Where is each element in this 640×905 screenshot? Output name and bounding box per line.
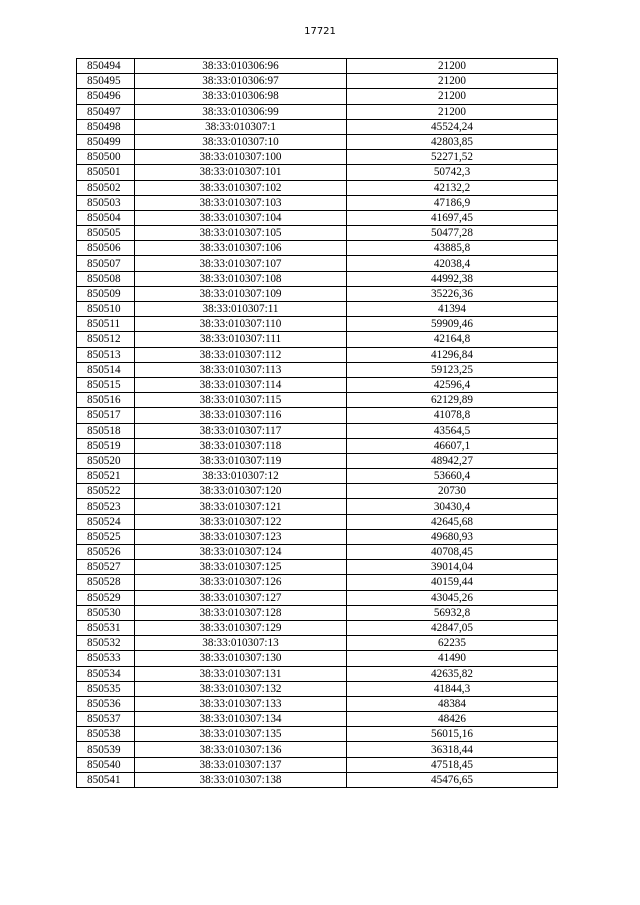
table-row <box>77 666 558 681</box>
cadastral-number-cell: 38:33:010307:12 <box>135 469 347 484</box>
value-cell: 46607,1 <box>347 438 558 453</box>
value-cell: 43045,26 <box>347 590 558 605</box>
table-body <box>77 59 558 788</box>
row-number-cell: 850516 <box>77 393 135 408</box>
table-row <box>77 712 558 727</box>
value-cell: 42596,4 <box>347 377 558 392</box>
value-cell: 42847,05 <box>347 620 558 635</box>
row-number-cell: 850519 <box>77 438 135 453</box>
value-cell: 42803,85 <box>347 134 558 149</box>
cadastral-number-cell: 38:33:010306:96 <box>135 59 347 74</box>
table-row <box>77 195 558 210</box>
table-row <box>77 423 558 438</box>
cadastral-number-cell: 38:33:010307:125 <box>135 560 347 575</box>
table-row <box>77 529 558 544</box>
row-number-cell: 850534 <box>77 666 135 681</box>
cadastral-number-cell: 38:33:010307:114 <box>135 377 347 392</box>
cadastral-number-cell: 38:33:010307:134 <box>135 712 347 727</box>
cadastral-number-cell: 38:33:010307:115 <box>135 393 347 408</box>
table-row <box>77 575 558 590</box>
row-number-cell: 850513 <box>77 347 135 362</box>
value-cell: 43564,5 <box>347 423 558 438</box>
table-row <box>77 696 558 711</box>
row-number-cell: 850541 <box>77 772 135 787</box>
row-number-cell: 850518 <box>77 423 135 438</box>
cadastral-number-cell: 38:33:010307:112 <box>135 347 347 362</box>
row-number-cell: 850502 <box>77 180 135 195</box>
row-number-cell: 850536 <box>77 696 135 711</box>
cadastral-number-cell: 38:33:010307:101 <box>135 165 347 180</box>
cadastral-number-cell: 38:33:010307:132 <box>135 681 347 696</box>
row-number-cell: 850509 <box>77 286 135 301</box>
table-row <box>77 560 558 575</box>
table-row <box>77 347 558 362</box>
value-cell: 35226,36 <box>347 286 558 301</box>
row-number-cell: 850523 <box>77 499 135 514</box>
table-row <box>77 89 558 104</box>
row-number-cell: 850512 <box>77 332 135 347</box>
value-cell: 41296,84 <box>347 347 558 362</box>
cadastral-number-cell: 38:33:010307:113 <box>135 362 347 377</box>
cadastral-number-cell: 38:33:010307:104 <box>135 210 347 225</box>
cadastral-number-cell: 38:33:010307:117 <box>135 423 347 438</box>
value-cell: 53660,4 <box>347 469 558 484</box>
row-number-cell: 850532 <box>77 636 135 651</box>
table-row <box>77 469 558 484</box>
cadastral-number-cell: 38:33:010307:120 <box>135 484 347 499</box>
value-cell: 21200 <box>347 74 558 89</box>
table-row <box>77 332 558 347</box>
value-cell: 56015,16 <box>347 727 558 742</box>
row-number-cell: 850527 <box>77 560 135 575</box>
table-row <box>77 226 558 241</box>
table-row <box>77 757 558 772</box>
row-number-cell: 850538 <box>77 727 135 742</box>
value-cell: 21200 <box>347 59 558 74</box>
table-row <box>77 362 558 377</box>
row-number-cell: 850500 <box>77 150 135 165</box>
cadastral-number-cell: 38:33:010307:129 <box>135 620 347 635</box>
value-cell: 41697,45 <box>347 210 558 225</box>
cadastral-number-cell: 38:33:010307:131 <box>135 666 347 681</box>
row-number-cell: 850529 <box>77 590 135 605</box>
table-row <box>77 484 558 499</box>
value-cell: 44992,38 <box>347 271 558 286</box>
row-number-cell: 850510 <box>77 302 135 317</box>
value-cell: 20730 <box>347 484 558 499</box>
value-cell: 42635,82 <box>347 666 558 681</box>
value-cell: 45524,24 <box>347 119 558 134</box>
cadastral-number-cell: 38:33:010307:11 <box>135 302 347 317</box>
table-row <box>77 119 558 134</box>
value-cell: 50477,28 <box>347 226 558 241</box>
row-number-cell: 850539 <box>77 742 135 757</box>
row-number-cell: 850522 <box>77 484 135 499</box>
cadastral-number-cell: 38:33:010307:111 <box>135 332 347 347</box>
value-cell: 48942,27 <box>347 453 558 468</box>
row-number-cell: 850525 <box>77 529 135 544</box>
value-cell: 40708,45 <box>347 545 558 560</box>
value-cell: 40159,44 <box>347 575 558 590</box>
row-number-cell: 850520 <box>77 453 135 468</box>
table-row <box>77 636 558 651</box>
value-cell: 48426 <box>347 712 558 727</box>
value-cell: 45476,65 <box>347 772 558 787</box>
cadastral-number-cell: 38:33:010307:118 <box>135 438 347 453</box>
value-cell: 30430,4 <box>347 499 558 514</box>
row-number-cell: 850496 <box>77 89 135 104</box>
row-number-cell: 850497 <box>77 104 135 119</box>
table-row <box>77 499 558 514</box>
value-cell: 62129,89 <box>347 393 558 408</box>
table-row <box>77 241 558 256</box>
cadastral-number-cell: 38:33:010307:105 <box>135 226 347 241</box>
value-cell: 21200 <box>347 89 558 104</box>
table-row <box>77 286 558 301</box>
row-number-cell: 850533 <box>77 651 135 666</box>
table-row <box>77 742 558 757</box>
row-number-cell: 850504 <box>77 210 135 225</box>
value-cell: 41490 <box>347 651 558 666</box>
table-row <box>77 74 558 89</box>
cadastral-number-cell: 38:33:010307:130 <box>135 651 347 666</box>
table-row <box>77 104 558 119</box>
cadastral-number-cell: 38:33:010307:106 <box>135 241 347 256</box>
table-row <box>77 651 558 666</box>
cadastral-number-cell: 38:33:010307:109 <box>135 286 347 301</box>
value-cell: 62235 <box>347 636 558 651</box>
value-cell: 59123,25 <box>347 362 558 377</box>
value-cell: 43885,8 <box>347 241 558 256</box>
value-cell: 56932,8 <box>347 605 558 620</box>
row-number-cell: 850494 <box>77 59 135 74</box>
table-row <box>77 772 558 787</box>
table-row <box>77 134 558 149</box>
table-row <box>77 453 558 468</box>
value-cell: 48384 <box>347 696 558 711</box>
cadastral-number-cell: 38:33:010307:10 <box>135 134 347 149</box>
cadastral-number-cell: 38:33:010307:100 <box>135 150 347 165</box>
row-number-cell: 850503 <box>77 195 135 210</box>
value-cell: 47518,45 <box>347 757 558 772</box>
cadastral-number-cell: 38:33:010307:13 <box>135 636 347 651</box>
cadastral-number-cell: 38:33:010307:128 <box>135 605 347 620</box>
table-row <box>77 605 558 620</box>
cadastral-number-cell: 38:33:010307:138 <box>135 772 347 787</box>
value-cell: 42132,2 <box>347 180 558 195</box>
table-row <box>77 59 558 74</box>
cadastral-number-cell: 38:33:010307:107 <box>135 256 347 271</box>
value-cell: 59909,46 <box>347 317 558 332</box>
value-cell: 41078,8 <box>347 408 558 423</box>
table-row <box>77 256 558 271</box>
cadastral-number-cell: 38:33:010307:108 <box>135 271 347 286</box>
value-cell: 47186,9 <box>347 195 558 210</box>
table-row <box>77 210 558 225</box>
table-row <box>77 377 558 392</box>
cadastral-number-cell: 38:33:010307:126 <box>135 575 347 590</box>
cadastral-number-cell: 38:33:010307:1 <box>135 119 347 134</box>
row-number-cell: 850508 <box>77 271 135 286</box>
table-row <box>77 302 558 317</box>
value-cell: 50742,3 <box>347 165 558 180</box>
row-number-cell: 850501 <box>77 165 135 180</box>
table-row <box>77 317 558 332</box>
table-row <box>77 727 558 742</box>
row-number-cell: 850515 <box>77 377 135 392</box>
cadastral-number-cell: 38:33:010307:124 <box>135 545 347 560</box>
cadastral-number-cell: 38:33:010307:116 <box>135 408 347 423</box>
table-row <box>77 408 558 423</box>
row-number-cell: 850540 <box>77 757 135 772</box>
cadastral-number-cell: 38:33:010307:122 <box>135 514 347 529</box>
value-cell: 52271,52 <box>347 150 558 165</box>
value-cell: 36318,44 <box>347 742 558 757</box>
table-row <box>77 165 558 180</box>
value-cell: 21200 <box>347 104 558 119</box>
cadastral-number-cell: 38:33:010307:136 <box>135 742 347 757</box>
row-number-cell: 850499 <box>77 134 135 149</box>
cadastral-number-cell: 38:33:010306:99 <box>135 104 347 119</box>
row-number-cell: 850507 <box>77 256 135 271</box>
table-row <box>77 180 558 195</box>
table-row <box>77 438 558 453</box>
row-number-cell: 850521 <box>77 469 135 484</box>
cadastral-number-cell: 38:33:010307:103 <box>135 195 347 210</box>
cadastral-table <box>76 58 558 788</box>
row-number-cell: 850506 <box>77 241 135 256</box>
row-number-cell: 850531 <box>77 620 135 635</box>
cadastral-number-cell: 38:33:010307:102 <box>135 180 347 195</box>
cadastral-number-cell: 38:33:010306:98 <box>135 89 347 104</box>
row-number-cell: 850528 <box>77 575 135 590</box>
row-number-cell: 850526 <box>77 545 135 560</box>
value-cell: 42645,68 <box>347 514 558 529</box>
row-number-cell: 850514 <box>77 362 135 377</box>
cadastral-number-cell: 38:33:010307:135 <box>135 727 347 742</box>
cadastral-number-cell: 38:33:010307:123 <box>135 529 347 544</box>
cadastral-number-cell: 38:33:010307:119 <box>135 453 347 468</box>
table-row <box>77 393 558 408</box>
cadastral-number-cell: 38:33:010306:97 <box>135 74 347 89</box>
row-number-cell: 850505 <box>77 226 135 241</box>
row-number-cell: 850517 <box>77 408 135 423</box>
value-cell: 41844,3 <box>347 681 558 696</box>
cadastral-number-cell: 38:33:010307:110 <box>135 317 347 332</box>
cadastral-number-cell: 38:33:010307:137 <box>135 757 347 772</box>
row-number-cell: 850511 <box>77 317 135 332</box>
table-row <box>77 590 558 605</box>
value-cell: 41394 <box>347 302 558 317</box>
row-number-cell: 850537 <box>77 712 135 727</box>
table-row <box>77 681 558 696</box>
row-number-cell: 850530 <box>77 605 135 620</box>
value-cell: 42164,8 <box>347 332 558 347</box>
row-number-cell: 850498 <box>77 119 135 134</box>
row-number-cell: 850495 <box>77 74 135 89</box>
table-row <box>77 514 558 529</box>
row-number-cell: 850535 <box>77 681 135 696</box>
table-row <box>77 271 558 286</box>
table-row <box>77 150 558 165</box>
value-cell: 42038,4 <box>347 256 558 271</box>
value-cell: 39014,04 <box>347 560 558 575</box>
table-row <box>77 620 558 635</box>
table-row <box>77 545 558 560</box>
page-number: 17721 <box>304 26 336 37</box>
value-cell: 49680,93 <box>347 529 558 544</box>
row-number-cell: 850524 <box>77 514 135 529</box>
cadastral-number-cell: 38:33:010307:121 <box>135 499 347 514</box>
cadastral-number-cell: 38:33:010307:127 <box>135 590 347 605</box>
cadastral-number-cell: 38:33:010307:133 <box>135 696 347 711</box>
